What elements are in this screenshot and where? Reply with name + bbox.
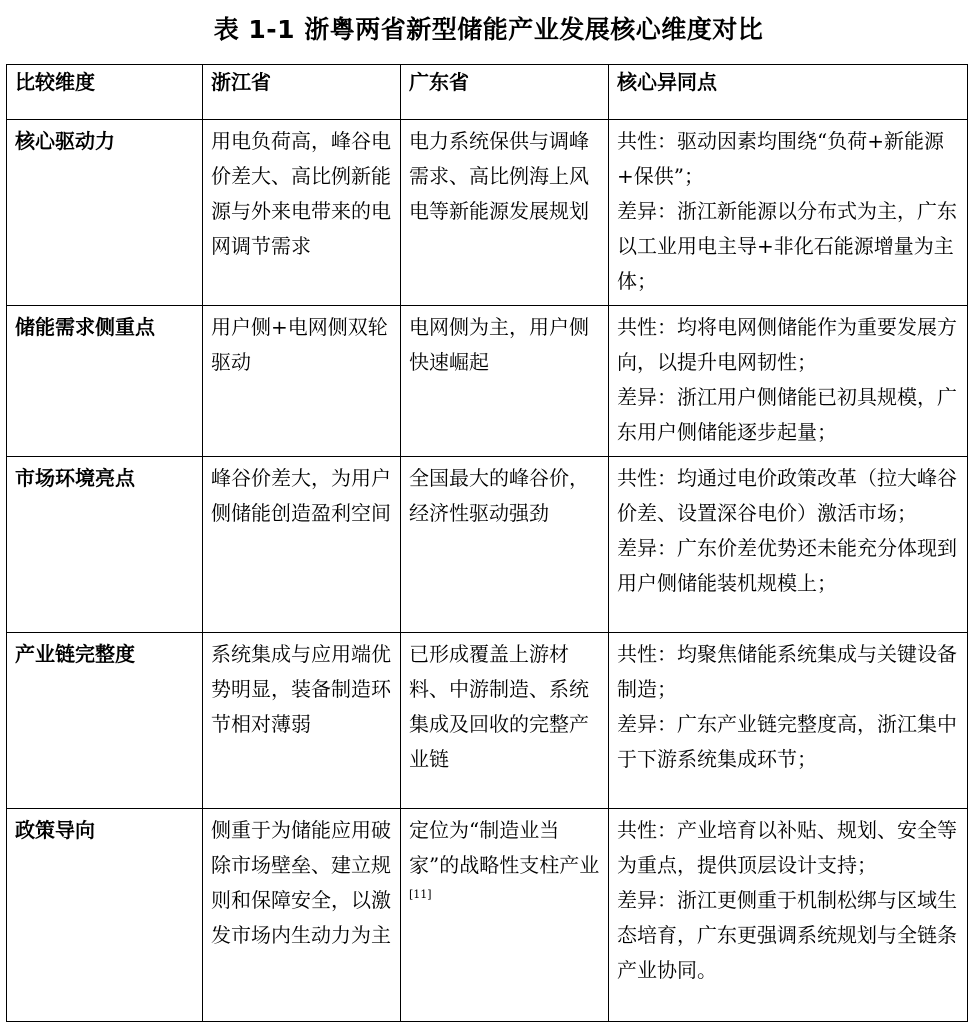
zhejiang-cell: 峰谷价差大，为用户侧储能创造盈利空间: [203, 457, 401, 633]
citation-marker: [11]: [409, 888, 432, 901]
dimension-cell: 政策导向: [7, 809, 203, 1022]
dimension-cell: 储能需求侧重点: [7, 306, 203, 457]
header-guangdong: 广东省: [401, 65, 609, 120]
common-text: 共性：均通过电价政策改革（拉大峰谷价差、设置深谷电价）激活市场；: [617, 466, 957, 525]
table-row: [7, 306, 968, 457]
comparison-cell: [609, 306, 968, 457]
guangdong-cell: 已形成覆盖上游材料、中游制造、系统集成及回收的完整产业链: [401, 633, 609, 809]
table-row: [7, 457, 968, 633]
comparison-cell: [609, 457, 968, 633]
zhejiang-cell: 系统集成与应用端优势明显，装备制造环节相对薄弱: [203, 633, 401, 809]
guangdong-cell: [401, 809, 609, 1022]
difference-text: 差异：浙江用户侧储能已初具规模，广东用户侧储能逐步起量；: [617, 385, 957, 444]
comparison-table: [6, 64, 968, 1022]
dimension-cell: 市场环境亮点: [7, 457, 203, 633]
table-row: [7, 809, 968, 1022]
table-title: 表 1-1 浙粤两省新型储能产业发展核心维度对比: [213, 15, 764, 44]
difference-text: 差异：浙江更侧重于机制松绑与区域生态培育，广东更强调系统规划与全链条产业协同。: [617, 888, 957, 982]
common-text: 共性：驱动因素均围绕“负荷+新能源+保供”；: [617, 129, 944, 188]
header-row: [7, 65, 968, 120]
difference-text: 差异：广东价差优势还未能充分体现到用户侧储能装机规模上；: [617, 536, 957, 595]
guangdong-cell: 电力系统保供与调峰需求、高比例海上风电等新能源发展规划: [401, 120, 609, 306]
dimension-cell: 核心驱动力: [7, 120, 203, 306]
comparison-cell: [609, 120, 968, 306]
table-row: [7, 633, 968, 809]
guangdong-text: 定位为“制造业当家”的战略性支柱产业: [409, 818, 600, 877]
common-text: 共性：产业培育以补贴、规划、安全等为重点，提供顶层设计支持；: [617, 818, 957, 877]
zhejiang-cell: 用电负荷高，峰谷电价差大、高比例新能源与外来电带来的电网调节需求: [203, 120, 401, 306]
comparison-cell: [609, 809, 968, 1022]
dimension-cell: 产业链完整度: [7, 633, 203, 809]
guangdong-cell: 电网侧为主，用户侧快速崛起: [401, 306, 609, 457]
difference-text: 差异：广东产业链完整度高，浙江集中于下游系统集成环节；: [617, 712, 957, 771]
zhejiang-cell: 侧重于为储能应用破除市场壁垒、建立规则和保障安全，以激发市场内生动力为主: [203, 809, 401, 1022]
zhejiang-cell: 用户侧+电网侧双轮驱动: [203, 306, 401, 457]
common-text: 共性：均聚焦储能系统集成与关键设备制造；: [617, 642, 957, 701]
difference-text: 差异：浙江新能源以分布式为主，广东以工业用电主导+非化石能源增量为主体；: [617, 199, 957, 293]
header-dimension: 比较维度: [7, 65, 203, 120]
comparison-cell: [609, 633, 968, 809]
guangdong-cell: 全国最大的峰谷价，经济性驱动强劲: [401, 457, 609, 633]
table-row: [7, 120, 968, 306]
header-zhejiang: 浙江省: [203, 65, 401, 120]
common-text: 共性：均将电网侧储能作为重要发展方向，以提升电网韧性；: [617, 315, 957, 374]
header-comparison: 核心异同点: [609, 65, 968, 120]
